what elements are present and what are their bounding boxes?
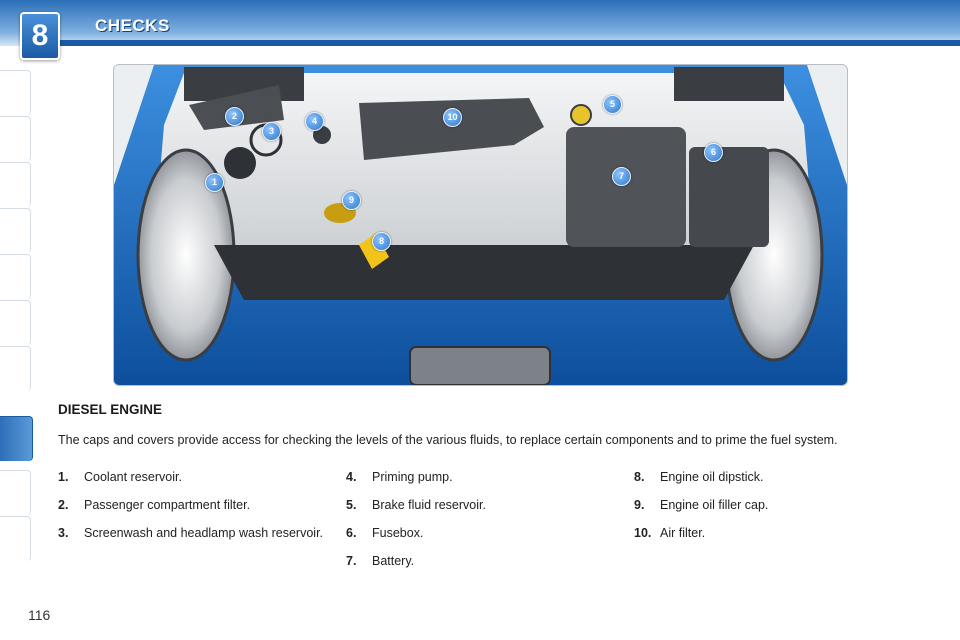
item-number: 6. bbox=[346, 526, 357, 540]
callout-5: 5 bbox=[603, 95, 622, 114]
side-tab-9[interactable] bbox=[0, 470, 31, 515]
chapter-title: CHECKS bbox=[95, 16, 170, 35]
section-title: DIESEL ENGINE bbox=[58, 402, 163, 417]
list-item bbox=[346, 554, 606, 568]
side-tab-10[interactable] bbox=[0, 516, 31, 561]
side-tab-1[interactable] bbox=[0, 70, 31, 115]
list-item bbox=[346, 526, 606, 540]
callout-10: 10 bbox=[443, 108, 462, 127]
item-label: Coolant reservoir. bbox=[84, 470, 182, 484]
item-label: Screenwash and headlamp wash reservoir. bbox=[84, 526, 324, 540]
item-number: 8. bbox=[634, 470, 645, 484]
callout-6: 6 bbox=[704, 143, 723, 162]
callout-1: 1 bbox=[205, 173, 224, 192]
callout-3: 3 bbox=[262, 122, 281, 141]
item-label: Fusebox. bbox=[372, 526, 424, 540]
side-tab-3[interactable] bbox=[0, 162, 31, 207]
item-number: 2. bbox=[58, 498, 69, 512]
header-stripe bbox=[60, 40, 960, 46]
callout-4: 4 bbox=[305, 112, 324, 131]
components-list-col1 bbox=[58, 470, 328, 554]
side-tab-4[interactable] bbox=[0, 208, 31, 253]
side-tab-2[interactable] bbox=[0, 116, 31, 161]
callout-9: 9 bbox=[342, 191, 361, 210]
list-item bbox=[58, 470, 328, 484]
item-number: 9. bbox=[634, 498, 645, 512]
item-number: 5. bbox=[346, 498, 357, 512]
side-tab-5[interactable] bbox=[0, 254, 31, 299]
item-label: Battery. bbox=[372, 554, 415, 568]
list-item bbox=[634, 498, 894, 512]
chapter-number-badge: 8 bbox=[20, 12, 60, 60]
engine-bay-illustration bbox=[113, 64, 848, 386]
callout-7: 7 bbox=[612, 167, 631, 186]
engine-bay-drawing bbox=[114, 65, 847, 385]
item-label: Brake fluid reservoir. bbox=[372, 498, 486, 512]
item-label: Engine oil filler cap. bbox=[660, 498, 769, 512]
list-item bbox=[634, 526, 894, 540]
item-number: 10. bbox=[634, 526, 652, 540]
components-list-col2 bbox=[346, 470, 606, 582]
chapter-side-tabs bbox=[0, 70, 34, 575]
side-tab-8-active[interactable] bbox=[0, 416, 33, 461]
item-number: 7. bbox=[346, 554, 357, 568]
item-label: Air filter. bbox=[660, 526, 706, 540]
list-item bbox=[58, 498, 328, 512]
list-item bbox=[346, 498, 606, 512]
item-number: 1. bbox=[58, 470, 69, 484]
item-label: Priming pump. bbox=[372, 470, 453, 484]
item-label: Passenger compartment filter. bbox=[84, 498, 251, 512]
item-number: 3. bbox=[58, 526, 69, 540]
list-item bbox=[58, 526, 328, 540]
item-label: Engine oil dipstick. bbox=[660, 470, 764, 484]
callout-8: 8 bbox=[372, 232, 391, 251]
list-item bbox=[634, 470, 894, 484]
list-item bbox=[346, 470, 606, 484]
callout-2: 2 bbox=[225, 107, 244, 126]
page-number: 116 bbox=[28, 607, 51, 623]
side-tab-7[interactable] bbox=[0, 346, 31, 391]
components-list-col3 bbox=[634, 470, 894, 554]
side-tab-6[interactable] bbox=[0, 300, 31, 345]
item-number: 4. bbox=[346, 470, 357, 484]
intro-paragraph: The caps and covers provide access for checking the levels of the various fluids, to replace certain components and to prime the fuel system. bbox=[58, 433, 838, 447]
